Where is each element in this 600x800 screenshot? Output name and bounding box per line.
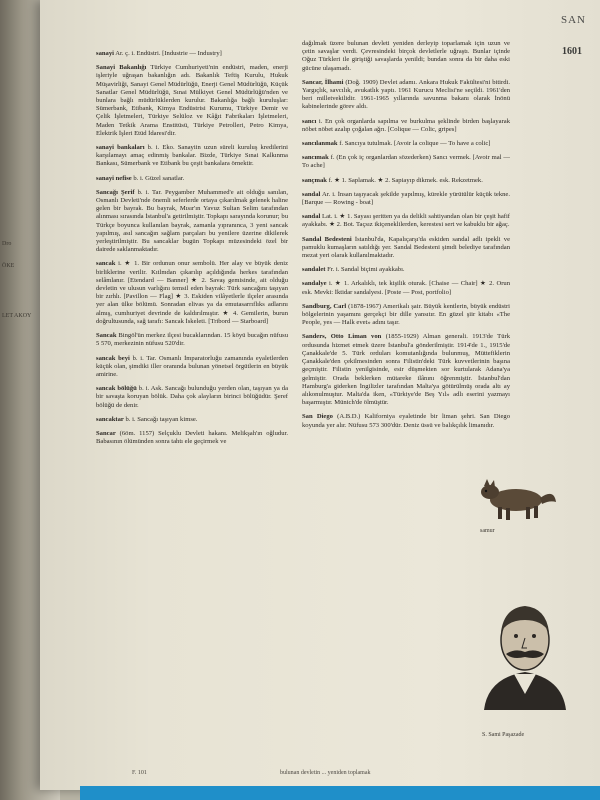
entry <box>302 40 510 73</box>
definition: (6öm. 1157) Selçuklu Devleti hakanı. Melikşah'ın oğludur. Babasının ölümünden sonra tahtı ele geçirmek ve <box>96 429 288 446</box>
headword: sandal <box>302 213 321 221</box>
headword: Sancar <box>96 429 116 437</box>
definition: Ar. ç. i. Endüstri. [Industrie — Industry] <box>113 50 222 57</box>
entry <box>302 213 510 229</box>
entry <box>302 280 510 296</box>
headword: Sanayi Bakanlığı <box>96 64 147 72</box>
definition: Ar. i. İnsan taşıyacak şekilde yapılmış, kürekle yürütülür küçük tekne. [Barque — Rowing - boat] <box>302 190 510 207</box>
definition: İstanbul'da, Kapalıçarşı'da eskiden sandal adlı ipekli ve pamuklu kumaşların satıldığı yer. Sandal Bedesteni şimdi belediye tarafından mezat yeri olarak kullanılmaktadır. <box>302 235 510 260</box>
headword: Sancak <box>96 332 117 340</box>
column-left <box>96 50 288 452</box>
headword: sancılanmak <box>302 140 338 148</box>
left-strip-text-2: ÖKE <box>2 263 15 269</box>
definition: i. ★ 1. Bir ordunun onur sembolü. Her alay ve büyük deniz birliklerine verilir. Kıtlmdan çıkarılıp açıldığında herkes tarafından selâmlanır. [Etendard — Banner] ★ 2. Savaş gemisinde, ait olduğu devletin ve ulusun varlığını temsil eden bayrak: Türk sancağını taşıyan bir zırhlı. [Pavillon — Flag] ★ 3. Eskiden vilâyetlerle ilçeler arasında yer alan ülke bölümü. Sonradan elivas ya da emutasarrıflıks adlarını almış, cumhuriyet devrinde de kaldırılmıştır. ★ 4. Gemilerin, burun doğrultusunda, sağ tarafı: Sancak İskeleti. [Tribord — Starboard] <box>96 260 288 325</box>
column-right <box>302 40 510 436</box>
definition: i. ★ 1. Arkalıklı, tek kişilik oturak. [Chaise — Chair] ★ 2. Orun esk. Mevki: İktidar sandalyesi. [Poste — Post, portfolio] <box>302 280 510 296</box>
entry <box>96 260 288 326</box>
page-header-label: SAN <box>560 14 586 26</box>
definition: b. i. Ask. Sancağı bulunduğu yerden olan, taşıyan ya da bir savaşta koruyan bölük. Daha çok alayların birinci bölüğüdür. Şeref bölüğü de denir. <box>96 385 289 409</box>
entry <box>96 416 288 424</box>
headword: sandal <box>302 190 321 198</box>
blue-binder-clip <box>80 786 600 800</box>
headword: sancak beyi <box>96 354 130 362</box>
page-footer-left: F. 101 <box>132 770 147 776</box>
sable-illustration <box>472 470 558 526</box>
headword: San Diego <box>302 413 333 421</box>
headword: sandalet <box>302 266 326 274</box>
entry <box>302 413 510 429</box>
entry <box>302 154 510 170</box>
animal-caption: samur <box>480 528 495 534</box>
headword: sanayi nefise <box>96 174 132 182</box>
definition: b. i. Tar. Peygamber Muhammed'e ait olduğu sanılan, Osmanlı Devleti'nde önemli seferlerde ortaya çıkarılmak gelenek haline gelen bir bayrak. Bu bayrak, Mısır'ın Yavuz Sultan Selim tarafından alınması sırasında İstanbul'a getirilmiştir. Topkapı sarayında korunur; bu Türkçe boyunca kullanılan bayrak, zamanla yıpranınca, 3 yeni sancak yapılmış, asıl sancağın sağlam parçaları bu yenilere üzerine dikilerek yerleştirilmiştir. Bu sancaklar bugün Topkapı müzesindeki özel bir dairede saklanmaktadır. <box>96 188 289 254</box>
definition: b. i. Sancağı taşıyan kimse. <box>123 415 198 423</box>
headword: Sancar, İlhami <box>302 78 344 86</box>
dictionary-page <box>40 0 600 790</box>
portrait-caption: S. Sami Paşazade <box>482 732 525 738</box>
definition: (Doğ. 1909) Devlet adamı. Ankara Hukuk Fakültesi'ni bitirdi. Yargıçlık, savcılık, avukatlık yaptı. 1961 Kurucu Meclisi'ne seçildi. 1961'den beri milletvekilidir. 1961-1965 yıllarında savunma bakanı olarak İnönü kabinelerinde görev aldı. <box>302 78 510 111</box>
headword: Sandburg, Carl <box>302 302 347 310</box>
definition: f. Sancıya tutulmak. [Avoir la colique — To have a colic] <box>337 140 491 148</box>
headword: sancımak <box>302 154 329 162</box>
headword: Sanders, Otto Liman von <box>302 333 382 341</box>
definition: (1878-1967) Amerikalı şair. Büyük kentlerin, büyük endüstri bölgelerinin yaşamını gerçekçi bir dille yansıtır. En güzel şiir kitabı «The People, yes — Halk evet» adını taşır. <box>302 302 510 327</box>
entry <box>96 144 288 169</box>
definition: b. i. Güzel sanatlar. <box>131 174 185 182</box>
entry <box>302 79 510 112</box>
entry <box>96 64 288 138</box>
definition: dağılmak üzere bulunan devleti yeniden derleyip toparlamak için uzun ve çetin savaşlar verdi. Çevresindeki birçok devletlerle uğraştı. Bunlar içinde Oğuz Türkleri ile giriştiği savaşlarda yenildi; bundan sonra da bir daha eski gücüne ulaşamadı. <box>302 40 510 72</box>
entry <box>302 177 510 185</box>
left-strip-text-3: LET AKOY <box>2 313 32 319</box>
definition: b. i. Tar. Osmanlı İmparatorluğu zamanında eyaletlerden küçük olan, şimdiki iller oranında bulunan yönetsel örgütlerin en büyük amirine. <box>96 354 289 378</box>
headword: Sancağı Şerif <box>96 188 135 196</box>
headword: sandalye <box>302 280 327 288</box>
entry <box>302 333 510 407</box>
portrait-illustration <box>470 590 580 710</box>
page-number: 1601 <box>562 46 582 57</box>
entry <box>302 140 510 148</box>
headword: sanayi bankaları <box>96 144 145 152</box>
definition: i. En çok organlarda sapılma ve burkulma şeklinde birden başlayarak nöbet nöbet azalıp çoğalan ağrı. [Colique — Colic, gripes] <box>302 117 510 133</box>
entry <box>302 266 510 274</box>
headword: Sandal Bedesteni <box>302 235 352 243</box>
entry <box>96 355 288 380</box>
entry <box>302 191 510 207</box>
headword: sancak bölüğü <box>96 385 137 393</box>
definition: Fr. i. Sandal biçimi ayakkabı. <box>325 266 405 274</box>
headword: sancak <box>96 260 116 268</box>
headword: sancaktar <box>96 415 124 423</box>
entry <box>302 236 510 261</box>
definition: Türkiye Cumhuriyeti'nin endüstri, maden, enerji işleriyle uğraşan bakanlığın adı. Bakanlık Teftiş Kurulu, Hukuk Müşavirliği, Sanayi Genel Müdürlüğü, Enerji Genel Müdürlüğü, Küçük Sanatlar Genel Müdürlüğü, Sınai Mülkiyet Genel Müdürlüğü'nden ve bunlara bağlı müdürlüklerden kurulur. Bakanlığa bağlı kuruluşlar: Sümerbank, Etibank, Kimya Endüstrisi Kurumu, Türkiye Demir ve Çelik İşletmeleri, Türkiye Selüloz ve Kâğıt Fabrikaları İşletmeleri, Maden Tetkik Arama Enstitüsü, Türkiye Petrolleri, Petro Kimya, Elektrik İşleri Etüd İdaresi'dir. <box>96 64 288 137</box>
definition: Bingöl'ün merkez ilçesi bucaklarından. 15 köyü bucağın nüfusu 5 570, merkezinin nüfusu 520'dir. <box>96 332 288 348</box>
definition: f. ★ 1. Saplamak. ★ 2. Sapiayıp dikmek. esk. Rekzetmek. <box>326 176 483 184</box>
entry <box>96 189 288 255</box>
entry <box>96 175 288 183</box>
page-footer-right: bulunan devletin ... yeniden toplamak <box>280 770 371 776</box>
left-strip-text-1: Dro <box>2 241 12 247</box>
entry <box>96 430 288 446</box>
definition: (A.B.D.) Kaliforniya eyaletinde bir liman şehri. San Diego koyunda yer alır. Nüfusu 573 300'dür. Deniz üssü ve balıkçılık limanıdır. <box>302 413 510 429</box>
headword: sançmak <box>302 176 327 184</box>
headword: sanayi <box>96 50 114 57</box>
definition: Lat. i. ★ 1. Sayası şeritten ya da delikli sahtiyandan olan bir çeşit hafif ayakkabı. ★ 2. Bot. Taçsız ikiçeneklilerden, kerestesi sert ve kabuklu bir ağaç. <box>302 213 510 229</box>
definition: (1855-1929) Alman generali. 1913'de Türk ordusunda hizmet etmek üzere İstanbul'a gönderilmiştir. 1914'de 1., 1915'de Çanakkale'de 5. Türk orduları komutanlığında bulunmuş, Müttefiklerin Çanakkale'den çekilmesinden sonra Filistin'deki Türk kuvvetlerinin başına geçmiştir. Filistin yenilgisinde, esir düşmekten sor kurtularak Adana'ya gelmiştir. Orada beklerken mütareke ilânını öğrenmiştir. İstanbul'dan Hamburg'a giderken İngilizler tarafından Malta'ya götürülmüş orada altı ay alıkonulmuştur. Malta'da iken, «Türkiye'de Beş Yıl» adlı eserini yazmayı başarmıştır. Münich'de ölmüştür. <box>302 333 510 407</box>
definition: f. (En çok iç organlardan sözederken) Sancı vermek. [Avoir mal — To ache] <box>302 154 510 170</box>
entry <box>302 303 510 328</box>
definition: b. i. Eko. Sanayiin uzun süreli kuruluş kredilerini karşılamayı amaç edinmiş bankalar. Bizde, Türkiye Sınai Kalkınma Bankası, Sümerbank ve Etibank bu çeşit bankalara örnektir. <box>96 144 288 168</box>
entry <box>96 385 288 410</box>
headword: sancı <box>302 117 317 125</box>
entry <box>96 50 288 58</box>
entry <box>302 118 510 134</box>
entry <box>96 332 288 348</box>
